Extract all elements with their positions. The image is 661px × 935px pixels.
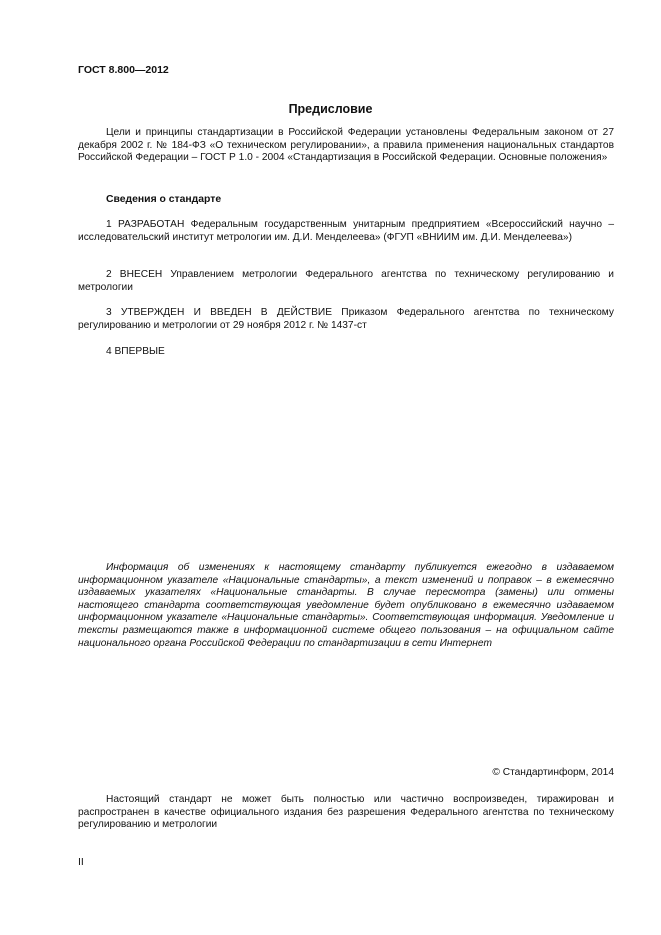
copyright: © Стандартинформ, 2014 xyxy=(492,767,614,778)
foreword-title: Предисловие xyxy=(288,102,373,116)
page-number: II xyxy=(78,856,84,868)
changes-notice: Информация об изменениях к настоящему стандарту публикуется ежегодно в издаваемом информационном указателе «Национальные стандарты», а текст изменений и поправок – в ежемесячно издаваемых указателях «Национальные стандарты. В случае пересмотра (замены) или отмены настоящего стандарта соответствующая уведомление будет опубликовано в ежемесячно издаваемом информационном указателе «Национальные стандарты». Соответствующая информация. Уведомление и тексты размещаются также в информационной системе общего пользования – на официальном сайте национального органа Российской Федерации по стандартизации в сети Интернет xyxy=(78,562,614,649)
standard-info-heading: Сведения о стандарте xyxy=(106,194,222,205)
foreword-intro: Цели и принципы стандартизации в Российской Федерации установлены Федеральным законом от 27 декабря 2002 г. № 184-ФЗ «О техническом регулировании», а правила применения национальных стандартов Российской Федерации – ГОСТ Р 1.0 - 2004 «Стандартизация в Российской Федерации. Основные положения» xyxy=(78,127,614,164)
reproduction-notice: Настоящий стандарт не может быть полностью или частично воспроизведен, тиражирован и распространен в качестве официального издания без разрешения Федерального агентства по техническому регулированию и метрологии xyxy=(78,794,614,831)
info-item-developed: 1 РАЗРАБОТАН Федеральным государственным унитарным предприятием «Всероссийский научно – исследовательский институт метрологии им. Д.И. Менделеева» (ФГУП «ВНИИМ им. Д.И. Менделеева») xyxy=(78,219,614,243)
info-item-introduced: 2 ВНЕСЕН Управлением метрологии Федерального агентства по техническому регулированию и метрологии xyxy=(78,269,614,293)
document-code: ГОСТ 8.800—2012 xyxy=(78,64,169,76)
info-item-approved: 3 УТВЕРЖДЕН И ВВЕДЕН В ДЕЙСТВИЕ Приказом Федерального агентства по техническому регулированию и метрологии от 29 ноября 2012 г. № 1437-ст xyxy=(78,307,614,331)
info-item-first-time: 4 ВПЕРВЫЕ xyxy=(106,346,165,357)
